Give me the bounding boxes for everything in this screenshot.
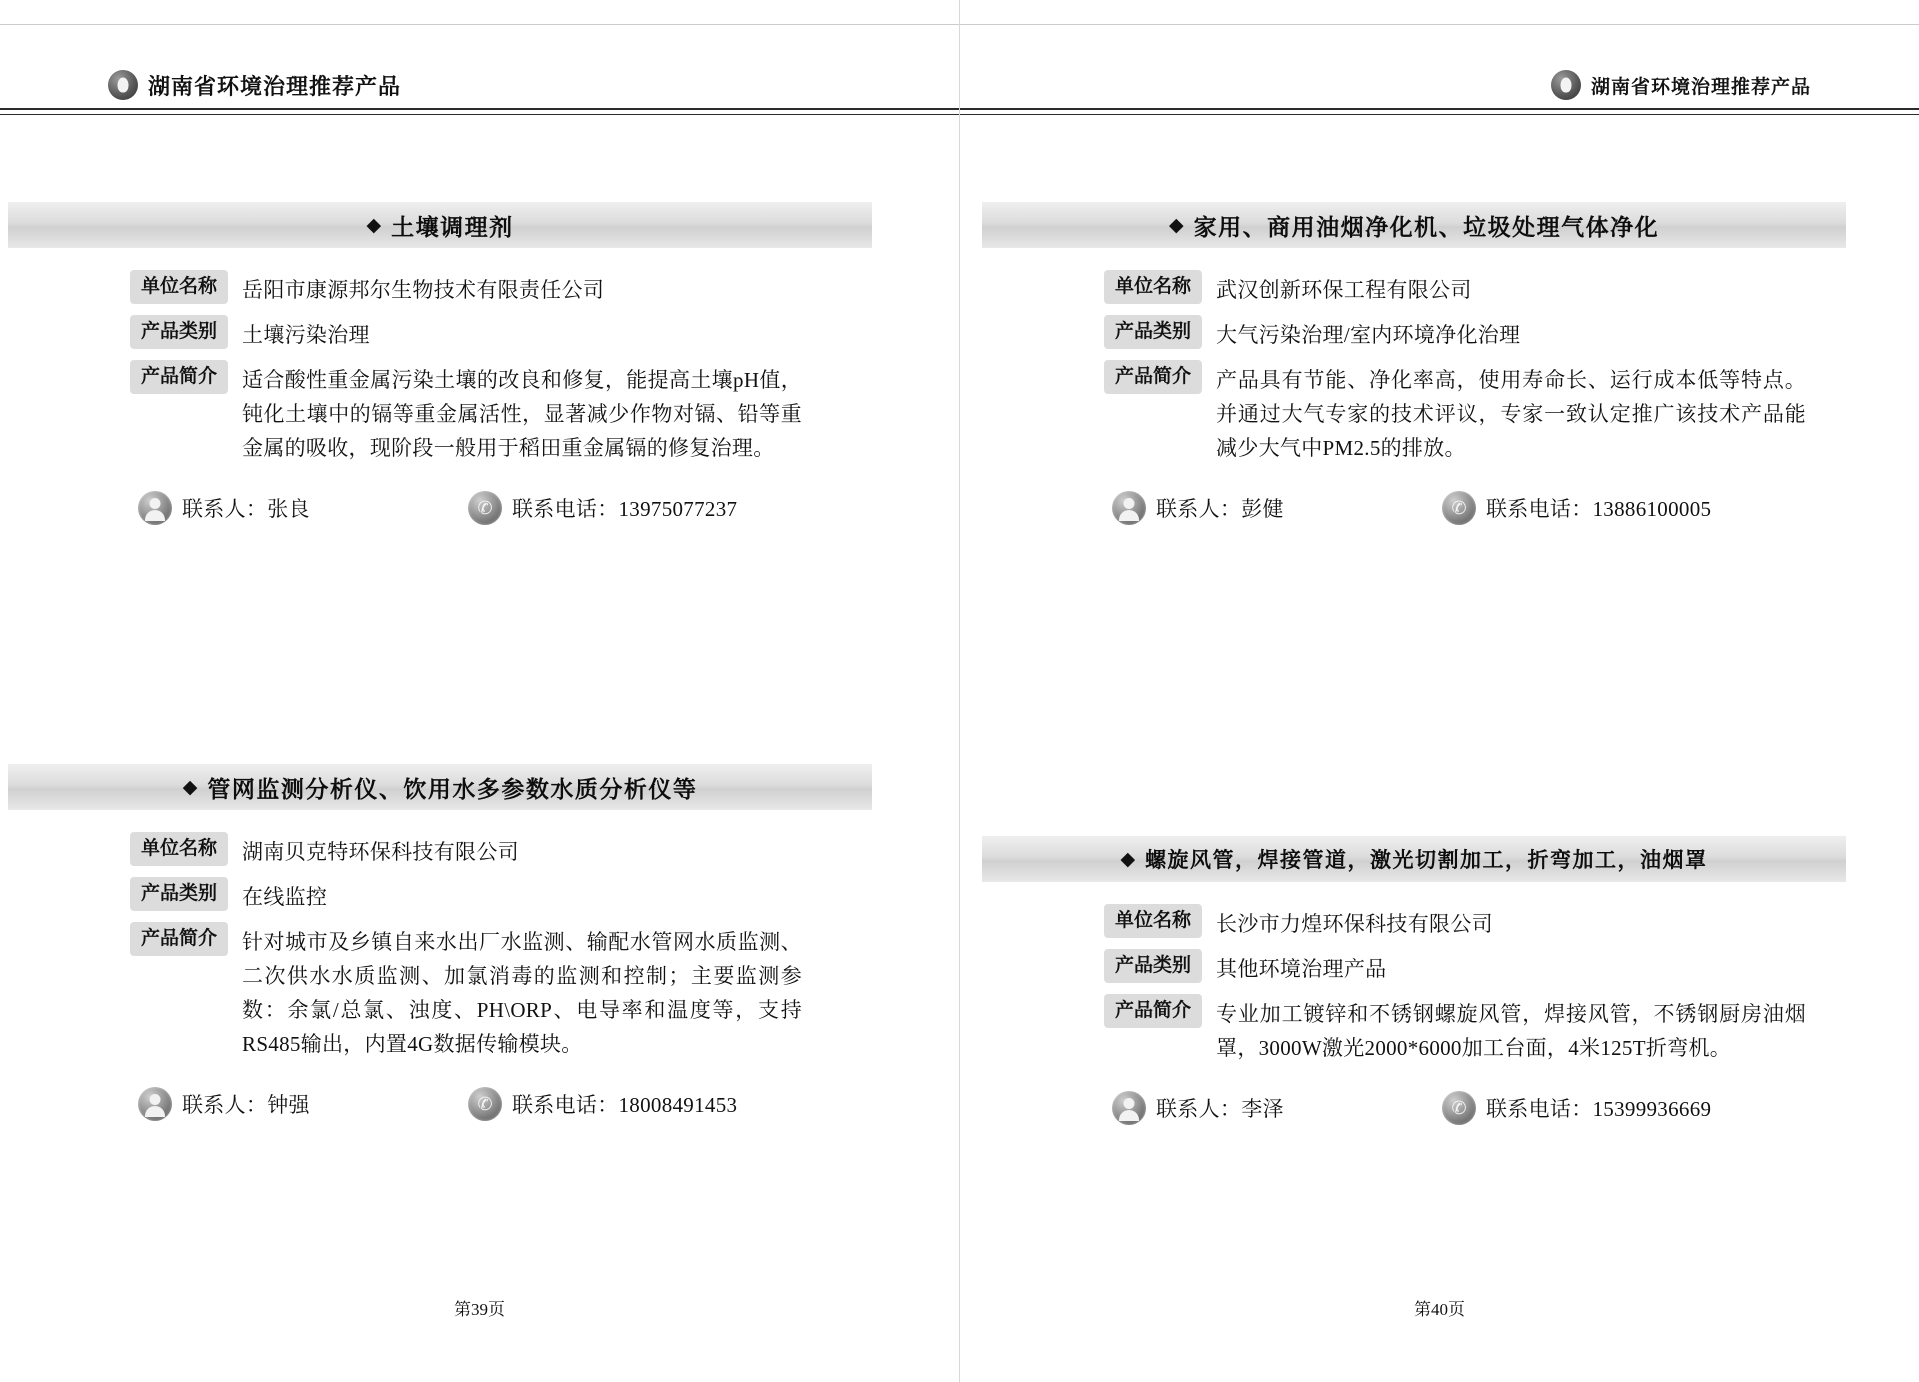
- field-label-product-type: 产品类别: [1104, 315, 1202, 349]
- person-icon: [138, 1087, 172, 1121]
- field-value-unit-name: 岳阳市康源邦尔生物技术有限责任公司: [242, 278, 605, 302]
- entry-soil-conditioner: [8, 202, 872, 525]
- diamond-icon: ◆: [366, 214, 382, 236]
- entry-title: 螺旋风管，焊接管道，激光切割加工，折弯加工，油烟罩: [1145, 849, 1708, 872]
- left-page: [0, 0, 959, 1382]
- contact-phone-text: [512, 493, 737, 523]
- entry-title-bar: [982, 836, 1846, 882]
- field-label-unit-name: 单位名称: [1104, 270, 1202, 304]
- contact-row: [1104, 1091, 1806, 1125]
- contact-person-label: 联系人：: [182, 497, 268, 522]
- contact-person-label: 联系人：: [182, 1093, 268, 1118]
- field-product-type: [1104, 315, 1806, 352]
- entry-title: 管网监测分析仪、饮用水多参数水质分析仪等: [207, 775, 698, 802]
- entry-body: [8, 248, 872, 525]
- contact-row: [1104, 491, 1806, 525]
- field-value-unit-name: 武汉创新环保工程有限公司: [1216, 278, 1472, 302]
- field-unit-name: [1104, 270, 1806, 307]
- contact-phone-text: [1486, 1093, 1711, 1123]
- diamond-icon: ◆: [1168, 214, 1184, 236]
- person-icon: [138, 491, 172, 525]
- field-product-type: [130, 315, 802, 352]
- phone-icon: ✆: [468, 1087, 502, 1121]
- field-label-product-type: 产品类别: [130, 877, 228, 911]
- field-value-product-intro: 针对城市及乡镇自来水出厂水监测、输配水管网水质监测、二次供水水质监测、加氯消毒的监测和控制；主要监测参数：余氯/总氯、浊度、PH\ORP、电导率和温度等，支持RS485输出，内置4G数据传输模块。: [242, 930, 802, 1057]
- person-icon: [1112, 1091, 1146, 1125]
- contact-phone-block: [1442, 491, 1711, 525]
- field-label-product-intro: 产品简介: [130, 922, 228, 956]
- field-value-product-type: 在线监控: [242, 885, 328, 910]
- field-value-product-type: 其他环境治理产品: [1216, 957, 1387, 982]
- contact-phone-label: 联系电话：: [1486, 1097, 1593, 1122]
- field-value-product-type: 大气污染治理/室内环境净化治理: [1216, 323, 1521, 348]
- contact-phone-value: 15399936669: [1592, 1097, 1712, 1122]
- field-product-intro: [130, 360, 802, 465]
- diamond-icon: ◆: [1120, 848, 1136, 870]
- contact-person-text: [1156, 493, 1284, 523]
- contact-phone-label: 联系电话：: [512, 1093, 619, 1118]
- contact-person-text: [182, 1089, 310, 1119]
- field-value-product-intro: 适合酸性重金属污染土壤的改良和修复，能提高土壤pH值，钝化土壤中的镉等重金属活性，显著减少作物对镉、铅等重金属的吸收，现阶段一般用于稻田重金属镉的修复治理。: [242, 368, 802, 461]
- entry-body: [8, 810, 872, 1121]
- header-right-title: 湖南省环境治理推荐产品: [1590, 76, 1811, 98]
- right-page: [960, 0, 1919, 1382]
- contact-phone-label: 联系电话：: [512, 497, 619, 522]
- contact-person-value: 李泽: [1241, 1097, 1284, 1122]
- diamond-icon: ◆: [182, 776, 198, 798]
- contact-phone-block: [468, 1087, 737, 1121]
- entry-title: 土壤调理剂: [391, 213, 514, 240]
- field-unit-name: [130, 832, 802, 869]
- header-left-title: 湖南省环境治理推荐产品: [148, 73, 402, 99]
- field-product-intro: [1104, 994, 1806, 1065]
- field-label-product-type: 产品类别: [130, 315, 228, 349]
- phone-icon: ✆: [468, 491, 502, 525]
- field-label-unit-name: 单位名称: [1104, 904, 1202, 938]
- field-product-intro: [130, 922, 802, 1061]
- field-unit-name: [1104, 904, 1806, 941]
- field-product-type: [130, 877, 802, 914]
- field-label-unit-name: 单位名称: [130, 832, 228, 866]
- contact-phone-value: 13975077237: [618, 497, 738, 522]
- entry-body: [982, 882, 1846, 1125]
- phone-icon: ✆: [1442, 1091, 1476, 1125]
- entry-title-bar: [8, 764, 872, 810]
- page-number-right: 第40页: [1414, 1300, 1465, 1319]
- contact-phone-value: 13886100005: [1592, 497, 1712, 522]
- contact-person-value: 彭健: [1241, 497, 1284, 522]
- field-product-intro: [1104, 360, 1806, 465]
- contact-row: [130, 491, 802, 525]
- contact-person-text: [1156, 1093, 1284, 1123]
- entry-spiral-duct: [982, 836, 1846, 1125]
- field-label-product-type: 产品类别: [1104, 949, 1202, 983]
- contact-phone-label: 联系电话：: [1486, 497, 1593, 522]
- contact-row: [130, 1087, 802, 1121]
- contact-person-block: [1112, 491, 1442, 525]
- field-product-type: [1104, 949, 1806, 986]
- entry-title-bar: [8, 202, 872, 248]
- contact-person-value: 钟强: [267, 1093, 310, 1118]
- entry-pipe-network-analyzer: [8, 764, 872, 1121]
- field-label-product-intro: 产品简介: [130, 360, 228, 394]
- contact-phone-block: [468, 491, 737, 525]
- contact-person-block: [138, 491, 468, 525]
- contact-person-label: 联系人：: [1156, 497, 1242, 522]
- entry-fume-purifier: [982, 202, 1846, 525]
- contact-person-block: [138, 1087, 468, 1121]
- contact-phone-text: [512, 1089, 737, 1119]
- person-icon: [1112, 491, 1146, 525]
- entry-title-bar: [982, 202, 1846, 248]
- field-value-unit-name: 湖南贝克特环保科技有限公司: [242, 840, 519, 864]
- page-number-left: 第39页: [454, 1300, 505, 1319]
- field-label-unit-name: 单位名称: [130, 270, 228, 304]
- field-value-product-type: 土壤污染治理: [242, 323, 370, 348]
- field-value-unit-name: 长沙市力煌环保科技有限公司: [1216, 912, 1493, 936]
- field-label-product-intro: 产品简介: [1104, 360, 1202, 394]
- contact-person-block: [1112, 1091, 1442, 1125]
- field-value-product-intro: 产品具有节能、净化率高，使用寿命长、运行成本低等特点。并通过大气专家的技术评议，专家一致认定推广该技术产品能减少大气中PM2.5的排放。: [1216, 368, 1806, 461]
- phone-icon: ✆: [1442, 491, 1476, 525]
- field-value-product-intro: 专业加工镀锌和不锈钢螺旋风管，焊接风管，不锈钢厨房油烟罩，3000W激光2000*6000加工台面，4米125T折弯机。: [1216, 1002, 1806, 1061]
- field-label-product-intro: 产品简介: [1104, 994, 1202, 1028]
- contact-phone-text: [1486, 493, 1711, 523]
- entry-body: [982, 248, 1846, 525]
- contact-phone-block: [1442, 1091, 1711, 1125]
- entry-title: 家用、商用油烟净化机、垃圾处理气体净化: [1193, 213, 1660, 240]
- contact-person-text: [182, 493, 310, 523]
- field-unit-name: [130, 270, 802, 307]
- contact-phone-value: 18008491453: [618, 1093, 738, 1118]
- contact-person-value: 张良: [267, 497, 310, 522]
- contact-person-label: 联系人：: [1156, 1097, 1242, 1122]
